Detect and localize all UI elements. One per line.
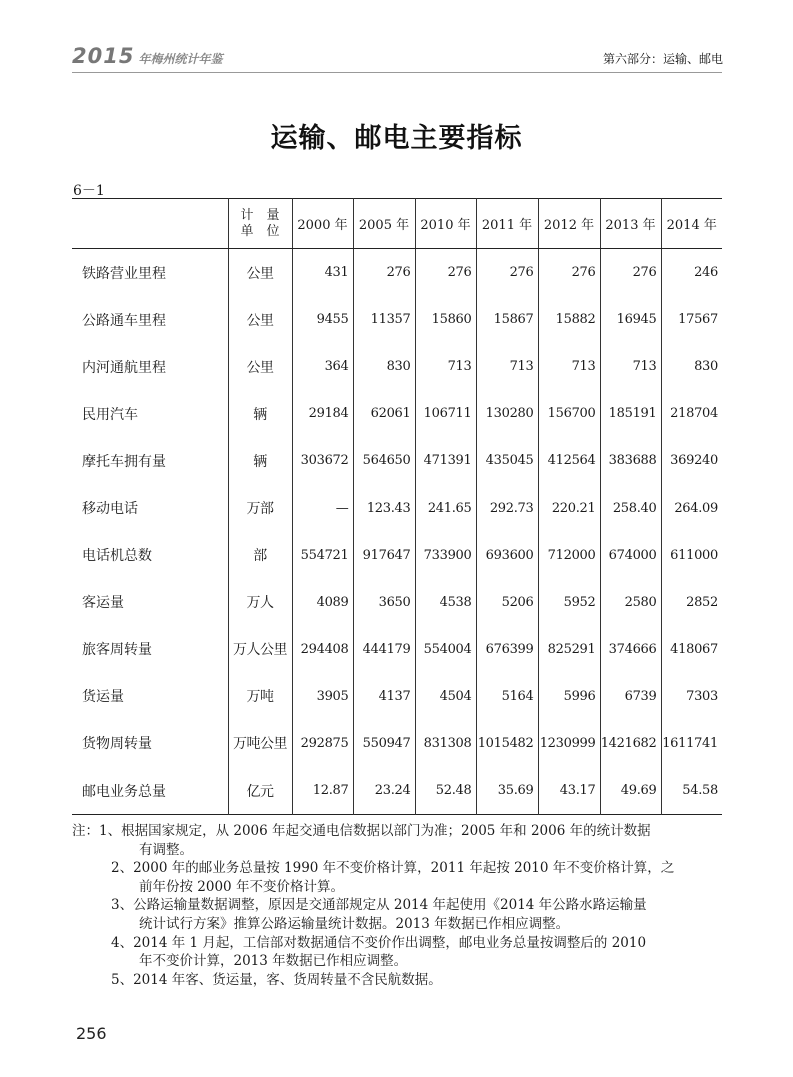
footnote-item — [72, 934, 732, 971]
table-row — [72, 532, 722, 579]
value-cell: 218704 — [661, 390, 722, 437]
table-number: 6－1 — [73, 183, 105, 199]
value-cell: 2580 — [600, 579, 661, 626]
value-cell: 292875 — [292, 720, 353, 767]
row-unit: 辆 — [228, 390, 292, 437]
value-cell: 5996 — [538, 673, 600, 720]
value-cell: 11357 — [353, 296, 415, 343]
header-year: 2012 年 — [538, 199, 600, 249]
value-cell: 23.24 — [353, 767, 415, 815]
value-cell: 276 — [476, 249, 538, 297]
footnote-text: 3、公路运输量数据调整，原因是交通部规定从 2014 年起使用《2014 年公路水路运输量 — [111, 897, 647, 914]
footnote-text: 5、2014 年客、货运量，客、货周转量不含民航数据。 — [111, 971, 442, 988]
value-cell: 564650 — [353, 437, 415, 484]
value-cell: 12.87 — [292, 767, 353, 815]
value-cell: 713 — [415, 343, 476, 390]
value-cell: 4089 — [292, 579, 353, 626]
table-row — [72, 249, 722, 297]
table-row — [72, 296, 722, 343]
row-unit: 亿元 — [228, 767, 292, 815]
value-cell: 554721 — [292, 532, 353, 579]
page-title: 运输、邮电主要指标 — [270, 123, 523, 154]
table-row — [72, 484, 722, 531]
row-label: 货运量 — [82, 689, 124, 706]
value-cell: 1015482 — [476, 720, 538, 767]
footnote-prefix: 注： — [72, 823, 99, 839]
table-row — [72, 767, 722, 815]
row-label: 电话机总数 — [82, 548, 152, 565]
value-cell: 3905 — [292, 673, 353, 720]
row-unit: 万吨公里 — [228, 720, 292, 767]
value-cell: 16945 — [600, 296, 661, 343]
value-cell: 5952 — [538, 579, 600, 626]
row-unit: 公里 — [228, 296, 292, 343]
header-year: 2005 年 — [353, 199, 415, 249]
value-cell: 185191 — [600, 390, 661, 437]
running-header-book-title — [72, 44, 222, 68]
value-cell: 15860 — [415, 296, 476, 343]
value-cell: 303672 — [292, 437, 353, 484]
value-cell: 62061 — [353, 390, 415, 437]
value-cell: 713 — [600, 343, 661, 390]
value-cell: 276 — [538, 249, 600, 297]
table-row — [72, 390, 722, 437]
value-cell: 1611741 — [661, 720, 722, 767]
value-cell: 676399 — [476, 626, 538, 673]
value-cell: 550947 — [353, 720, 415, 767]
value-cell: 130280 — [476, 390, 538, 437]
value-cell: 431 — [292, 249, 353, 297]
header-unit — [228, 199, 292, 249]
value-cell: 4137 — [353, 673, 415, 720]
value-cell: 712000 — [538, 532, 600, 579]
table-row — [72, 343, 722, 390]
book-year: 2015 — [72, 44, 135, 68]
value-cell: 383688 — [600, 437, 661, 484]
running-header-section: 第六部分：运输、邮电 — [602, 52, 723, 66]
row-label: 民用汽车 — [82, 406, 138, 423]
value-cell: 674000 — [600, 532, 661, 579]
footnotes — [72, 822, 732, 989]
row-label: 货物周转量 — [82, 736, 152, 753]
value-cell: 276 — [415, 249, 476, 297]
header-unit-line1: 计 量 — [240, 207, 280, 223]
value-cell: 9455 — [292, 296, 353, 343]
row-unit: 辆 — [228, 437, 292, 484]
value-cell: 17567 — [661, 296, 722, 343]
value-cell: 123.43 — [353, 484, 415, 531]
row-label: 内河通航里程 — [82, 359, 166, 376]
footnote-item — [72, 971, 732, 990]
row-unit: 万人 — [228, 579, 292, 626]
value-cell: 435045 — [476, 437, 538, 484]
footnote-text: 1、根据国家规定，从 2006 年起交通电信数据以部门为准；2005 年和 2006 年的统计数据 — [99, 823, 651, 839]
value-cell: 611000 — [661, 532, 722, 579]
value-cell: 241.65 — [415, 484, 476, 531]
value-cell: 29184 — [292, 390, 353, 437]
header-year: 2010 年 — [415, 199, 476, 249]
value-cell: 2852 — [661, 579, 722, 626]
value-cell: 264.09 — [661, 484, 722, 531]
value-cell: 6739 — [600, 673, 661, 720]
row-label: 公路通车里程 — [82, 312, 166, 329]
value-cell: 369240 — [661, 437, 722, 484]
row-label: 客运量 — [82, 595, 124, 612]
row-unit: 万人公里 — [228, 626, 292, 673]
value-cell: 49.69 — [600, 767, 661, 815]
header-blank-cell — [72, 199, 228, 249]
table-row — [72, 626, 722, 673]
value-cell: 294408 — [292, 626, 353, 673]
footnote-item — [72, 896, 732, 933]
footnote-item — [72, 822, 732, 859]
table-row — [72, 673, 722, 720]
row-unit: 万部 — [228, 484, 292, 531]
value-cell: 292.73 — [476, 484, 538, 531]
value-cell: 258.40 — [600, 484, 661, 531]
value-cell: 831308 — [415, 720, 476, 767]
table-row — [72, 579, 722, 626]
footnote-continuation: 年不变价计算，2013 年数据已作相应调整。 — [139, 953, 408, 970]
value-cell: 693600 — [476, 532, 538, 579]
value-cell: 374666 — [600, 626, 661, 673]
book-name: 年梅州统计年鉴 — [138, 52, 223, 66]
value-cell: 220.21 — [538, 484, 600, 531]
value-cell: 15867 — [476, 296, 538, 343]
value-cell: 54.58 — [661, 767, 722, 815]
row-unit: 公里 — [228, 343, 292, 390]
table-header-row — [72, 199, 722, 249]
footnote-continuation: 有调整。 — [139, 841, 193, 858]
value-cell: 246 — [661, 249, 722, 297]
value-cell: 917647 — [353, 532, 415, 579]
value-cell: 106711 — [415, 390, 476, 437]
value-cell: 5164 — [476, 673, 538, 720]
value-cell: 276 — [353, 249, 415, 297]
value-cell: 35.69 — [476, 767, 538, 815]
footnote-item — [72, 859, 732, 896]
header-year: 2013 年 — [600, 199, 661, 249]
value-cell: 4504 — [415, 673, 476, 720]
value-cell: 15882 — [538, 296, 600, 343]
value-cell: 471391 — [415, 437, 476, 484]
value-cell: 1230999 — [538, 720, 600, 767]
table-row — [72, 720, 722, 767]
value-cell: 825291 — [538, 626, 600, 673]
value-cell: 444179 — [353, 626, 415, 673]
value-cell: 830 — [353, 343, 415, 390]
value-cell: — — [292, 484, 353, 531]
footnote-text: 4、2014 年 1 月起，工信部对数据通信不变价作出调整，邮电业务总量按调整后的 2010 — [111, 934, 647, 951]
footnote-continuation: 统计试行方案》推算公路运输量统计数据。2013 年数据已作相应调整。 — [139, 915, 570, 932]
row-label: 摩托车拥有量 — [82, 453, 166, 470]
row-unit: 公里 — [228, 249, 292, 297]
value-cell: 3650 — [353, 579, 415, 626]
footnote-text: 2、2000 年的邮业务总量按 1990 年不变价格计算，2011 年起按 2010 年不变价格计算，之 — [111, 860, 675, 877]
header-year: 2014 年 — [661, 199, 722, 249]
row-label: 铁路营业里程 — [82, 265, 166, 282]
header-year: 2011 年 — [476, 199, 538, 249]
header-unit-line2: 单 位 — [240, 223, 280, 239]
table-row — [72, 437, 722, 484]
value-cell: 5206 — [476, 579, 538, 626]
row-unit: 部 — [228, 532, 292, 579]
indicator-table — [72, 198, 722, 815]
value-cell: 713 — [476, 343, 538, 390]
value-cell: 412564 — [538, 437, 600, 484]
footnote-continuation: 前年份按 2000 年不变价格计算。 — [139, 878, 344, 895]
value-cell: 364 — [292, 343, 353, 390]
header-divider — [72, 72, 722, 73]
row-label: 移动电话 — [82, 501, 138, 518]
row-label: 邮电业务总量 — [82, 783, 166, 800]
value-cell: 7303 — [661, 673, 722, 720]
value-cell: 830 — [661, 343, 722, 390]
value-cell: 418067 — [661, 626, 722, 673]
page-number: 256 — [76, 1024, 107, 1043]
value-cell: 4538 — [415, 579, 476, 626]
value-cell: 276 — [600, 249, 661, 297]
row-unit: 万吨 — [228, 673, 292, 720]
value-cell: 43.17 — [538, 767, 600, 815]
value-cell: 156700 — [538, 390, 600, 437]
value-cell: 52.48 — [415, 767, 476, 815]
value-cell: 1421682 — [600, 720, 661, 767]
value-cell: 713 — [538, 343, 600, 390]
value-cell: 733900 — [415, 532, 476, 579]
header-year: 2000 年 — [292, 199, 353, 249]
value-cell: 554004 — [415, 626, 476, 673]
row-label: 旅客周转量 — [82, 642, 152, 659]
